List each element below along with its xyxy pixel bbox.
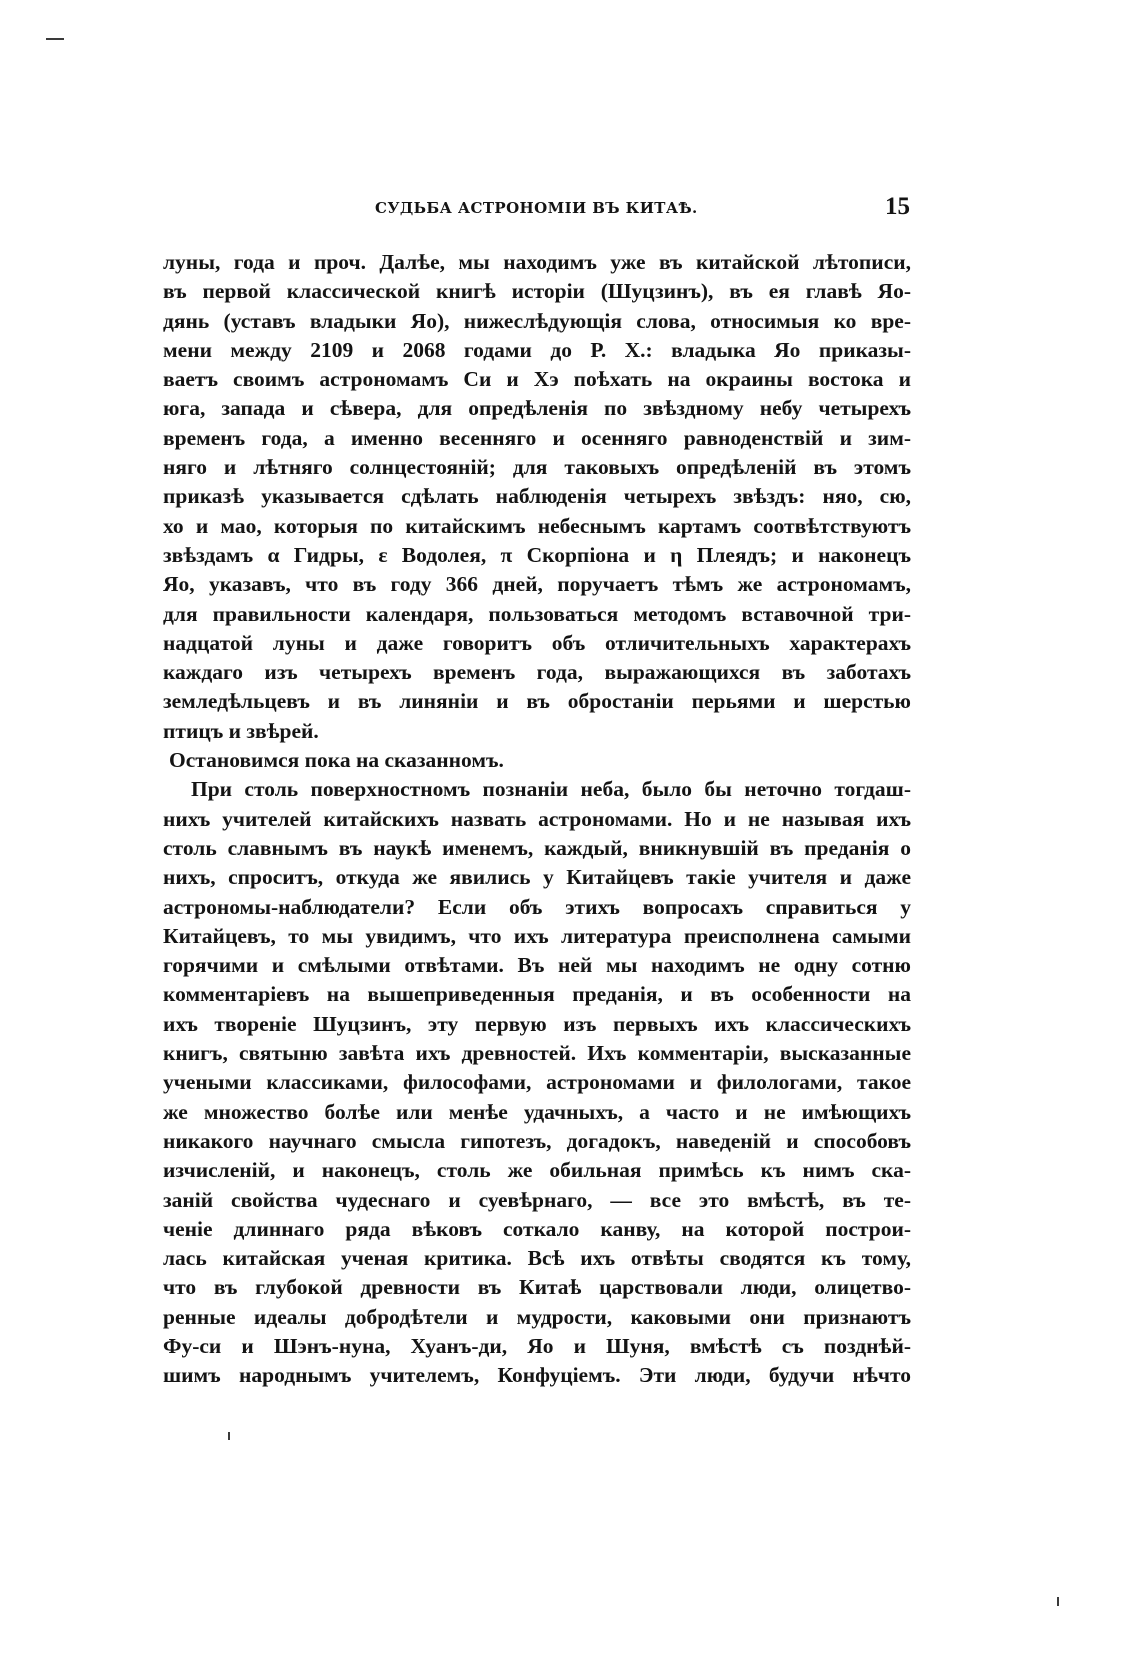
text-line: Фу-си и Шэнъ-нуна, Хуанъ-ди, Яо и Шуня, вмѣстѣ съ позднѣй- — [163, 1333, 911, 1358]
text-line: звѣздамъ α Гидры, ε Водолея, π Скорпіона и η Плеядъ; и наконецъ — [163, 542, 911, 567]
text-line: дянь (уставъ владыки Яо), нижеслѣдующія слова, относимыя ко вре- — [163, 308, 911, 333]
running-head — [170, 195, 910, 229]
text-line: для правильности календаря, пользоваться методомъ вставочной три- — [163, 601, 911, 626]
text-line: учеными классиками, философами, астрономами и филологами, такое — [163, 1070, 911, 1095]
text-line: надцатой луны и даже говоритъ объ отличительныхъ характерахъ — [163, 630, 911, 655]
running-title: СУДЬБА АСТРОНОМІИ ВЪ КИТАѢ. — [375, 199, 698, 217]
section-heading-line: Остановимся пока на сказанномъ. — [169, 748, 504, 773]
text-line: столь славнымъ въ наукѣ именемъ, каждый, вникнувшій въ преданія о — [163, 835, 911, 860]
text-line: же множество болѣе или менѣе удачныхъ, а часто и не имѣющихъ — [163, 1099, 911, 1124]
text-line: изчисленій, и наконецъ, столь же обильная примѣсь къ нимъ ска- — [163, 1158, 911, 1183]
text-line: горячими и смѣлыми отвѣтами. Въ ней мы находимъ не одну сотню — [163, 953, 911, 978]
text-line: лась китайская ученая критика. Всѣ ихъ отвѣты сводятся къ тому, — [163, 1246, 911, 1271]
text-line: ренные идеалы добродѣтели и мудрости, каковыми они признаютъ — [163, 1304, 911, 1329]
text-line: временъ года, а именно весенняго и осенняго равноденствій и зим- — [163, 425, 911, 450]
text-line: юга, запада и сѣвера, для опредѣленія по звѣздному небу четырехъ — [163, 396, 911, 421]
text-line: нихъ учителей китайскихъ назвать астрономами. Но и не называя ихъ — [163, 806, 911, 831]
text-line: комментаріевъ на вышеприведенныя преданія, и въ особенности на — [163, 982, 911, 1007]
text-line: мени между 2109 и 2068 годами до Р. Х.: владыка Яо приказы- — [163, 337, 911, 362]
text-line: приказѣ указывается сдѣлать наблюденія четырехъ звѣздъ: няо, сю, — [163, 484, 911, 509]
text-line: каждаго изъ четырехъ временъ года, выражающихся въ заботахъ — [163, 660, 911, 685]
paragraph-start-line: При столь поверхностномъ познаніи неба, было бы неточно тогдаш- — [191, 777, 911, 802]
text-line: няго и лѣтняго солнцестояній; для таковыхъ опредѣленій въ этомъ — [163, 455, 911, 480]
body-text — [163, 248, 911, 1391]
paragraph-end-line: птицъ и звѣрей. — [163, 718, 319, 743]
text-line: Яо, указавъ, что въ году 366 дней, поручаетъ тѣмъ же астрономамъ, — [163, 572, 911, 597]
text-line: астрономы-наблюдатели? Если объ этихъ вопросахъ справиться у — [163, 894, 911, 919]
text-line: ченіе длиннаго ряда вѣковъ соткало канву, на которой построи- — [163, 1216, 911, 1241]
text-line: ихъ твореніе Шуцзинъ, эту первую изъ первыхъ ихъ классическихъ — [163, 1011, 911, 1036]
text-line: шимъ народнымъ учителемъ, Конфуціемъ. Эти люди, будучи нѣчто — [163, 1363, 911, 1388]
text-line: никакого научнаго смысла гипотезъ, догадокъ, наведеній и способовъ — [163, 1128, 911, 1153]
text-line: луны, года и проч. Далѣе, мы находимъ уже въ китайской лѣтописи, — [163, 250, 911, 274]
scan-speck — [228, 1432, 230, 1440]
scan-speck — [1057, 1597, 1059, 1606]
text-line: что въ глубокой древности въ Китаѣ царствовали люди, олицетво- — [163, 1275, 911, 1300]
text-line: заній свойства чудеснаго и суевѣрнаго, — все это вмѣстѣ, въ те- — [163, 1187, 911, 1212]
page-number: 15 — [885, 193, 910, 220]
text-line: въ первой классической книгѣ исторіи (Шуцзинъ), въ ея главѣ Яо- — [163, 279, 911, 304]
text-line: земледѣльцевъ и въ линяніи и въ обростаніи перьями и шерстью — [163, 689, 911, 714]
scan-edge-mark — [46, 38, 64, 40]
text-line: ваетъ своимъ астрономамъ Си и Хэ поѣхать на окраины востока и — [163, 367, 911, 392]
text-line: хо и мао, которыя по китайскимъ небеснымъ картамъ соотвѣтствуютъ — [163, 513, 911, 538]
text-line: Китайцевъ, то мы увидимъ, что ихъ литература преисполнена самыми — [163, 923, 911, 948]
text-line: нихъ, спроситъ, откуда же явились у Китайцевъ такіе учителя и даже — [163, 865, 911, 890]
text-line: книгъ, святыню завѣта ихъ древностей. Ихъ комментаріи, высказанные — [163, 1041, 911, 1066]
